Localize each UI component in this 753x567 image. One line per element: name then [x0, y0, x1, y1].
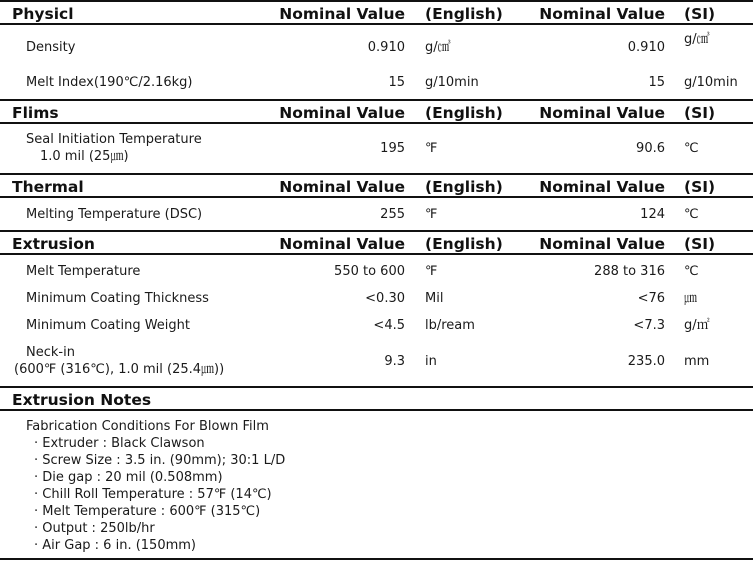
value-english: 0.910 — [367, 40, 405, 55]
section-title: Extrusion — [12, 235, 95, 253]
unit-si: g/㎤ — [684, 32, 710, 47]
unit-si: g/㎡ — [684, 318, 710, 333]
section-header-physical — [0, 0, 753, 25]
section-header-films — [0, 99, 753, 124]
value-si: 0.910 — [627, 40, 665, 55]
property-name-sub: (600℉ (316℃), 1.0 mil (25.4㎛)) — [14, 362, 225, 377]
value-si: 124 — [640, 207, 665, 222]
column-nominal-value-si: Nominal Value — [539, 104, 665, 122]
section-title: Thermal — [12, 178, 84, 196]
section-header-extrusion — [0, 230, 753, 255]
property-name-main: Seal Initiation Temperature — [26, 132, 202, 147]
property-name: Minimum Coating Weight — [26, 318, 190, 333]
unit-english: in — [425, 354, 437, 369]
column-nominal-value-english: Nominal Value — [279, 5, 405, 23]
unit-english: Mil — [425, 291, 444, 306]
value-si: 90.6 — [636, 141, 665, 156]
unit-english: ℉ — [425, 141, 438, 156]
column-nominal-value-si: Nominal Value — [539, 235, 665, 253]
unit-si: ℃ — [684, 141, 699, 156]
unit-english: lb/ream — [425, 318, 475, 333]
column-si: (SI) — [684, 104, 716, 122]
value-si: <76 — [637, 291, 665, 306]
section-header-notes — [0, 386, 753, 411]
value-si: 288 to 316 — [594, 264, 665, 279]
column-english: (English) — [425, 178, 503, 196]
property-name: Minimum Coating Thickness — [26, 291, 209, 306]
unit-si: g/10min — [684, 75, 738, 90]
column-si: (SI) — [684, 178, 716, 196]
value-si: 235.0 — [627, 354, 665, 369]
property-name-main: Neck-in — [26, 345, 75, 360]
unit-si: ℃ — [684, 207, 699, 222]
section-title: Extrusion Notes — [12, 391, 152, 409]
column-nominal-value-english: Nominal Value — [279, 235, 405, 253]
value-si: <7.3 — [633, 318, 665, 333]
section-title: Flims — [12, 104, 59, 122]
property-name: Melt Index(190℃/2.16kg) — [26, 75, 193, 90]
property-name-sub: 1.0 mil (25㎛) — [40, 149, 129, 164]
property-name: Melting Temperature (DSC) — [26, 207, 203, 222]
section-header-thermal — [0, 173, 753, 198]
list-item: · Output : 250lb/hr — [34, 521, 155, 536]
value-english: 255 — [380, 207, 405, 222]
value-english: <0.30 — [365, 291, 405, 306]
list-item: · Chill Roll Temperature : 57℉ (14℃) — [34, 487, 272, 502]
notes-heading: Fabrication Conditions For Blown Film — [26, 419, 269, 434]
unit-english: ℉ — [425, 207, 438, 222]
property-name: Density — [26, 40, 76, 55]
value-english: <4.5 — [373, 318, 405, 333]
column-english: (English) — [425, 104, 503, 122]
unit-english: g/㎤ — [425, 40, 451, 55]
value-english: 9.3 — [384, 354, 405, 369]
unit-english: g/10min — [425, 75, 479, 90]
section-title: Physicl — [12, 5, 74, 23]
column-nominal-value-english: Nominal Value — [279, 104, 405, 122]
fabrication-notes — [26, 418, 285, 554]
unit-si: mm — [684, 354, 710, 369]
list-item: · Melt Temperature : 600℉ (315℃) — [34, 504, 261, 519]
column-nominal-value-si: Nominal Value — [539, 178, 665, 196]
column-nominal-value-english: Nominal Value — [279, 178, 405, 196]
list-item: · Screw Size : 3.5 in. (90mm); 30:1 L/D — [34, 453, 286, 468]
value-english: 15 — [388, 75, 405, 90]
bottom-divider — [0, 558, 753, 560]
column-si: (SI) — [684, 5, 716, 23]
unit-english: ℉ — [425, 264, 438, 279]
column-english: (English) — [425, 235, 503, 253]
property-name — [26, 131, 202, 165]
list-item: · Air Gap : 6 in. (150mm) — [34, 538, 196, 553]
value-english: 550 to 600 — [334, 264, 405, 279]
unit-si: ℃ — [684, 264, 699, 279]
property-name: Melt Temperature — [26, 264, 141, 279]
column-nominal-value-si: Nominal Value — [539, 5, 665, 23]
unit-si: ㎛ — [684, 291, 698, 306]
value-english: 195 — [380, 141, 405, 156]
list-item: · Die gap : 20 mil (0.508mm) — [34, 470, 223, 485]
column-english: (English) — [425, 5, 503, 23]
list-item: · Extruder : Black Clawson — [34, 436, 205, 451]
column-si: (SI) — [684, 235, 716, 253]
value-si: 15 — [648, 75, 665, 90]
